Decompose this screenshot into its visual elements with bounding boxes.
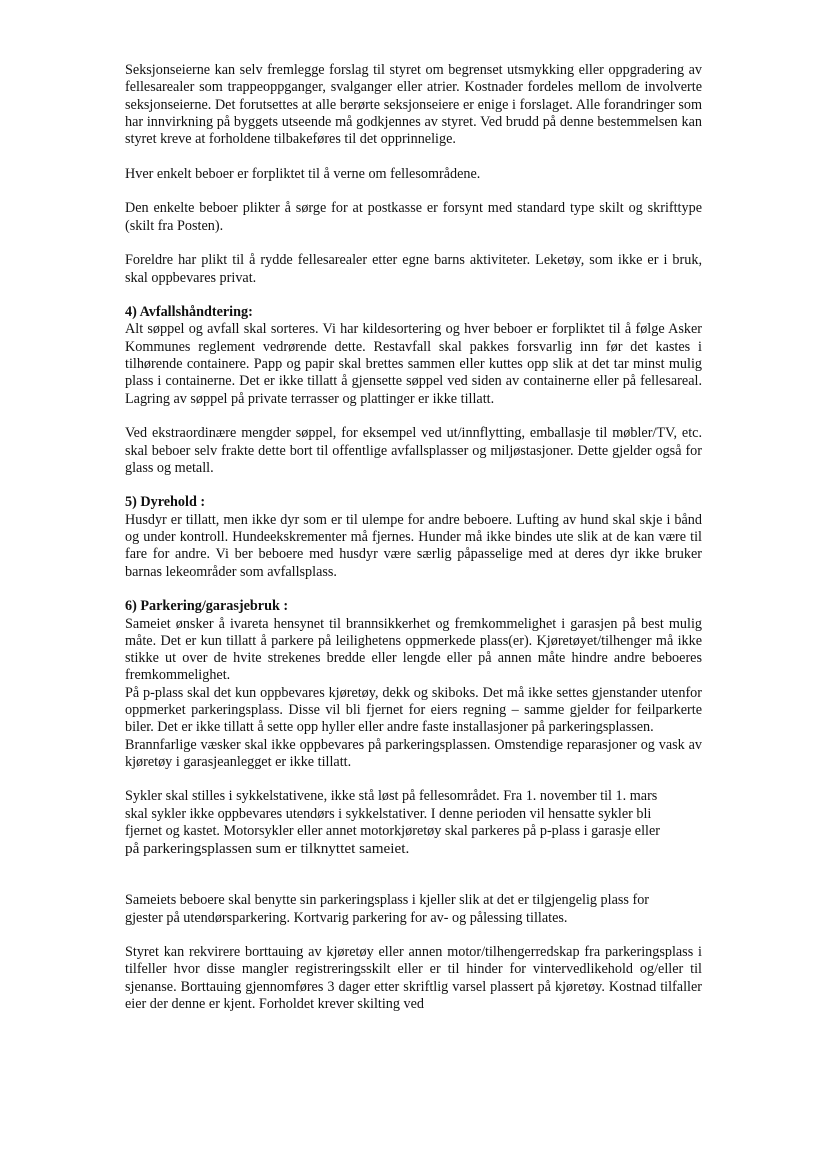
- paragraph-leketoy: Foreldre har plikt til å rydde fellesarealer etter egne barns aktiviteter. Leketøy, som ikke er i bruk, skal oppbevares privat.: [125, 252, 702, 286]
- paragraph-fellesomrader: Hver enkelt beboer er forpliktet til å verne om fellesområdene.: [125, 165, 481, 182]
- document-page: [125, 62, 702, 1013]
- sykler-line: skal sykler ikke oppbevares utendørs i sykkelstativer. I denne perioden vil hensatte sykler bli: [125, 805, 652, 822]
- paragraph-parkering-p-plass: På p-plass skal det kun oppbevares kjøretøy, dekk og skiboks. Det må ikke settes gjenstander utenfor oppmerket parkeringsplass. Disse vil bli fjernet for eiers regning – samme gjelder for feilparkerte biler. Det er ikke tillatt å sette opp hyller eller andre faste installasjoner på parkeringsplassen.: [125, 684, 702, 736]
- paragraph-avfall-ekstraordinaer: Ved ekstraordinære mengder søppel, for eksempel ved ut/innflytting, emballasje til møbler/TV, etc. skal beboer selv frakte dette bort til offentlige avfallsplasser og miljøstasjoner. Dette gjelder også for glass og metall.: [125, 425, 702, 476]
- sykler-line: på parkeringsplassen sum er tilknyttet sameiet.: [125, 840, 410, 858]
- paragraph-postkasse: Den enkelte beboer plikter å sørge for at postkasse er forsynt med standard type skilt og skrifttype (skilt fra Posten).: [125, 200, 702, 234]
- kjellerparkering-line: gjester på utendørsparkering. Kortvarig parkering for av- og pålessing tillates.: [125, 909, 568, 926]
- paragraph-kjellerparkering: [125, 892, 702, 927]
- paragraph-utsmykking: Seksjonseierne kan selv fremlegge forslag til styret om begrenset utsmykking eller oppgradering av fellesarealer som trappeoppganger, svalganger eller atrier. Kostnader fordeles mellom de involverte seksjonseierne. Det forutsettes at alle berørte seksjonseiere er enige i forslaget. Alle forandringer som har innvirkning på byggets utseende må godkjennes av styret. Ved brudd på denne bestemmelsen kan styret kreve at forholdene tilbakeføres til det opprinnelige.: [125, 62, 702, 148]
- paragraph-dyrehold: Husdyr er tillatt, men ikke dyr som er til ulempe for andre beboere. Lufting av hund skal skje i bånd og under kontroll. Hundeekskrementer må fjernes. Hunder må ikke bindes ute slik at de kan være til fare for andre. Vi ber beboere med husdyr være særlig påpasselige med at deres dyr ikke bruker barnas lekeområder som avfallsplass.: [125, 511, 702, 580]
- section-heading-parkering: 6) Parkering/garasjebruk :: [125, 598, 289, 615]
- paragraph-parkering-brannsikkerhet: Sameiet ønsker å ivareta hensynet til brannsikkerhet og fremkommelighet i garasjen på best mulig måte. Det er kun tillatt å parkere på leilighetens oppmerkede plass(er). Kjøretøyet/tilhenger må ikke stikke ut over de hvite strekenes bredde eller lengde eller på annen måte hindre andre beboeres fremkommelighet.: [125, 615, 702, 684]
- paragraph-parkering-brannfarlig: Brannfarlige væsker skal ikke oppbevares på parkeringsplassen. Omstendige reparasjoner og vask av kjøretøy i garasjeanlegget er ikke tillatt.: [125, 736, 702, 770]
- paragraph-borttauing: Styret kan rekvirere borttauing av kjøretøy eller annen motor/tilhengerredskap fra parkeringsplass i tilfeller hvor disse mangler registreringsskilt eller er til hinder for vintervedlikehold og/eller til sjenanse. Borttauing gjennomføres 3 dager etter skriftlig varsel plassert på kjøretøy. Kostnad tilfaller eier der denne er kjent. Forholdet krever skilting ved: [125, 944, 702, 1013]
- section-heading-dyrehold: 5) Dyrehold :: [125, 494, 206, 511]
- kjellerparkering-line: Sameiets beboere skal benytte sin parkeringsplass i kjeller slik at det er tilgjengelig plass for: [125, 892, 650, 909]
- sykler-line: Sykler skal stilles i sykkelstativene, ikke stå løst på fellesområdet. Fra 1. november til 1. mars: [125, 788, 658, 805]
- section-heading-avfall: 4) Avfallshåndtering:: [125, 304, 253, 321]
- paragraph-sykler: [125, 788, 702, 857]
- paragraph-avfall-sortering: Alt søppel og avfall skal sorteres. Vi har kildesortering og hver beboer er forpliktet til å følge Asker Kommunes reglement vedrørende dette. Restavfall skal pakkes forsvarlig inn før det kastes i tilhørende containere. Papp og papir skal brettes sammen eller kuttes opp slik at det tar minst mulig plass i containerne. Det er ikke tillatt å gjensette søppel ved siden av containerne eller på fellesareal. Lagring av søppel på private terrasser og plattinger er ikke tillatt.: [125, 321, 702, 407]
- sykler-line: fjernet og kastet. Motorsykler eller annet motorkjøretøy skal parkeres på p-plass i garasje eller: [125, 823, 660, 840]
